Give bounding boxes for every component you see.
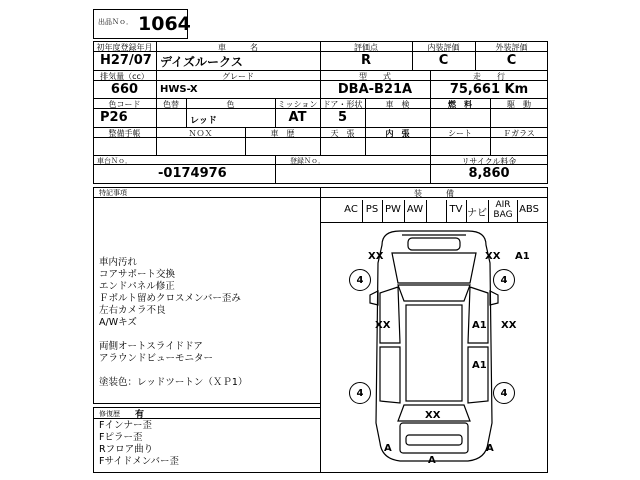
header-interior: 内装評価 [427,43,460,52]
color-value: レッド [190,116,217,126]
note-line: 両側オートスライドドア [99,341,203,352]
equip-ps: PS [365,204,379,215]
first-reg-value: H27/07 [100,53,152,68]
note-line: 車内汚れ [99,257,138,268]
equipment-header: 装 備 [414,189,454,198]
header-history: 車 歴 [270,129,295,138]
note-line: エンドパネル修正 [99,281,175,292]
header-seat: シート [448,129,472,138]
doors-value: 5 [337,110,348,125]
mark-right-inner: A1 [472,320,487,331]
mark-right-rear: A1 [472,360,487,371]
tire-rear-left: 4 [349,382,371,404]
lot-box [93,9,191,39]
tire-rear-right: 4 [493,382,515,404]
note-line: コアサポート交換 [99,269,176,280]
mark-bottom-center: A [428,455,436,466]
repair-label: 修復歴 [99,410,120,418]
header-transmission: ミッション [277,100,318,109]
header-inspection: 車 検 [385,100,410,109]
header-score: 評価点 [354,43,378,52]
header-mileage: 走 行 [473,72,505,81]
note-line: A/Wキズ [99,317,137,328]
tire-front-right: 4 [493,269,515,291]
transmission-value: AT [288,110,307,125]
chassis-value: -0174976 [158,166,227,181]
mark-right-outer: XX [501,320,517,331]
interior-value: C [438,53,449,68]
tire-front-left: 4 [349,269,371,291]
repair-item: Fインナー歪 [99,420,152,431]
equip-ac: AC [344,204,358,215]
header-grade: グレード [222,72,254,81]
header-drive: 駆 動 [507,100,531,109]
header-first-reg: 初年度登録年月 [96,43,153,52]
notes-header: 特記事項 [99,189,127,197]
mark-bottom-right: A [486,443,494,454]
score-value: R [360,53,371,68]
repair-item: Fピラー歪 [99,432,143,443]
header-displacement: 排気量（cc） [100,72,149,81]
header-exterior: 外装評価 [495,43,528,52]
equip-pw: PW [385,204,401,215]
equip-navi: ナビ [467,208,487,219]
notes-list [99,257,247,389]
repair-item: Rフロア曲り [99,444,154,455]
recycle-value: 8,860 [468,166,510,181]
header-color-code: 色コード [108,100,141,109]
header-model: 型 式 [359,72,391,81]
grade-value: HWS-X [160,84,198,95]
repair-item: Fサイドメンバー歪 [99,456,180,467]
equip-aw: AW [406,204,424,215]
note-line: Ｆボルト留めクロスメンバー歪み [99,293,241,304]
mark-bottom-left: A [384,443,392,454]
equip-abs: ABS [519,204,539,215]
mark-rear-center: XX [425,410,441,421]
model-value: DBA-B21A [337,82,413,97]
header-nox: ＮＯＸ [188,129,213,138]
equip-airbag: AIR BAG [493,200,513,220]
mark-front-left: XX [368,251,384,262]
note-line: アラウンドビューモニター [99,353,214,364]
car-diagram [320,223,548,473]
equip-tv: TV [449,204,463,215]
color-code-value: P26 [100,110,128,125]
header-car-name: 車 名 [218,43,258,52]
header-interior-trim: 内 張 [385,129,410,138]
header-doors: ドア・形状 [322,100,363,109]
header-ceiling: 天 張 [330,129,355,138]
exterior-value: C [506,53,517,68]
header-fuel: 燃 料 [448,100,472,109]
reg-label: 登録Ｎｏ． [290,157,325,165]
chassis-label: 車台Ｎｏ． [97,157,132,165]
lot-number: 1064 [138,13,191,35]
car-name-value: デイズルークス [160,55,243,69]
header-color: 色 [226,100,235,109]
note-line: 塗装色：レッドツートン（ＸＰ1） [99,377,248,388]
note-line: 左右カメラ不良 [99,305,166,316]
repair-list [99,420,179,468]
recycle-label: リサイクル料金 [461,157,517,166]
header-color-change: 色替 [163,100,179,109]
mark-front-right-a1: A1 [515,251,530,262]
header-fglass: Ｆガラス [503,129,535,138]
mark-front-right: XX [485,251,501,262]
mileage-value: 75,661 Km [449,82,529,97]
mark-left-side: XX [375,320,391,331]
lot-label: 出品Ｎｏ． [98,18,133,26]
repair-value: 有 [135,410,145,420]
displacement-value: 660 [110,82,139,97]
header-manual: 整備手帳 [108,129,141,138]
